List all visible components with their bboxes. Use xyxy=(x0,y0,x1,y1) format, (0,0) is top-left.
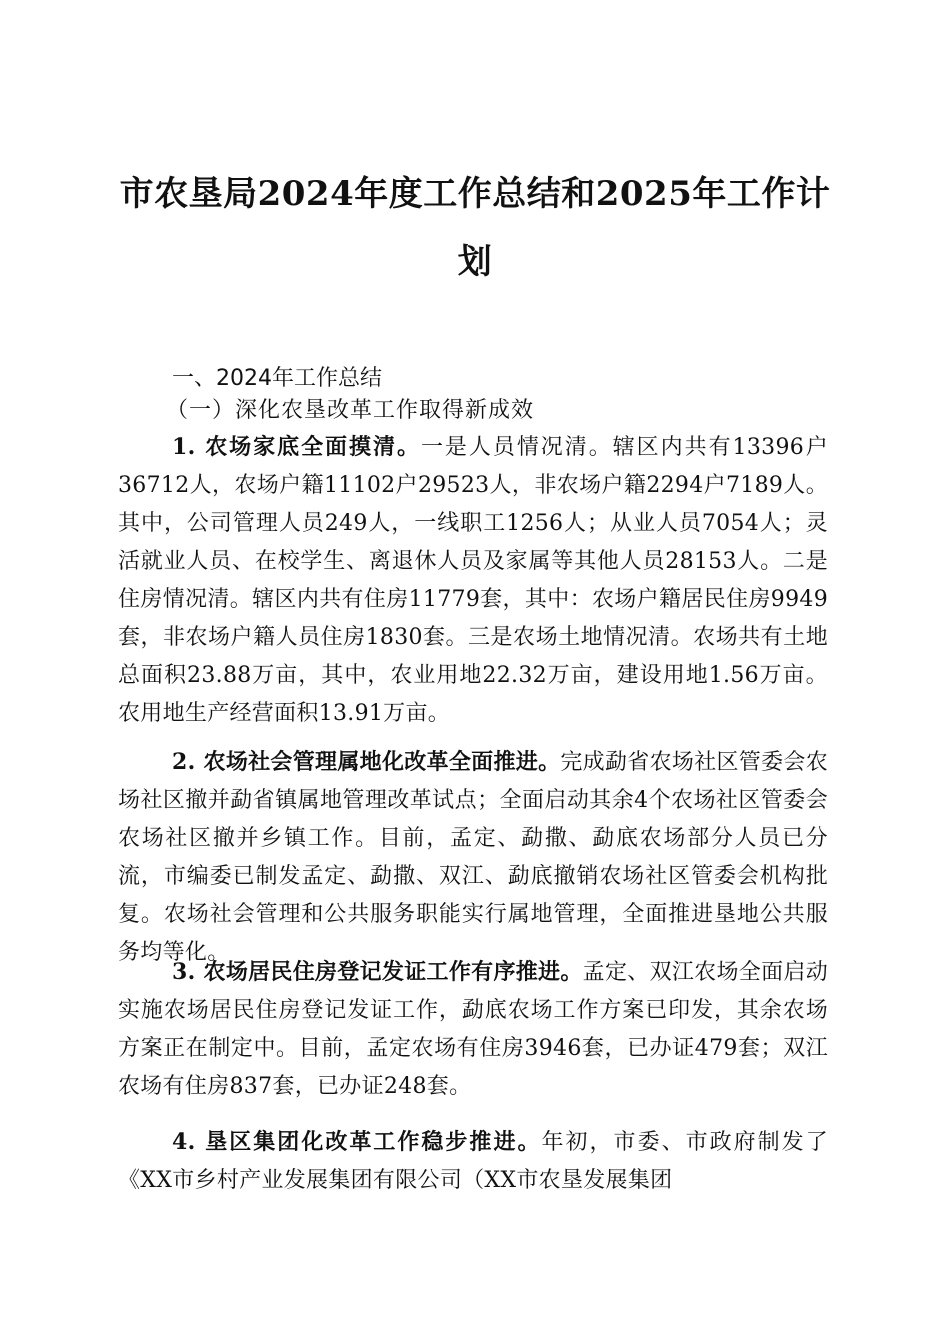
section-heading: 一、2024年工作总结 xyxy=(172,366,382,391)
paragraph-1-body: 一是人员情况清。辖区内共有13396户36712人，农场户籍11102户29523人，非农场户籍2294户7189人。其中，公司管理人员249人，一线职工1256人；从业人员7054人；灵活就业人员、在校学生、离退休人员及家属等其他人员28153人。二是住房情况清。辖区内共有住房11779套，其中：农场户籍居民住房9949套，非农场户籍人员住房1830套。三是农场土地情况清。农场共有土地总面积23.88万亩，其中，农业用地22.32万亩，建设用地1.56万亩。农用地生产经营面积13.91万亩。 xyxy=(118,435,829,726)
paragraph-3-lead: 3. 农场居民住房登记发证工作有序推进。 xyxy=(172,959,583,985)
paragraph-2-body: 完成勐省农场社区管委会农场社区撤并勐省镇属地管理改革试点；全面启动其余4个农场社区管委会农场社区撤并乡镇工作。目前，孟定、勐撒、勐底农场部分人员已分流，市编委已制发孟定、勐撒、双江、勐底撤销农场社区管委会机构批复。农场社会管理和公共服务职能实行属地管理，全面推进垦地公共服务均等化。 xyxy=(118,750,829,965)
subsection-heading: （一）深化农垦改革工作取得新成效 xyxy=(166,398,535,423)
document-title-line-2: 划 xyxy=(457,242,493,282)
document-title-line-1: 市农垦局2024年度工作总结和2025年工作计 xyxy=(119,174,831,214)
paragraph-1-lead: 1. 农场家底全面摸清。 xyxy=(172,434,421,460)
paragraph-3 xyxy=(118,953,828,1106)
paragraph-2 xyxy=(118,743,828,972)
paragraph-3-body: 孟定、双江农场全面启动实施农场居民住房登记发证工作，勐底农场工作方案已印发，其余农场方案正在制定中。目前，孟定农场有住房3946套，已办证479套；双江农场有住房837套，已办证248套。 xyxy=(118,960,828,1099)
paragraph-1 xyxy=(118,428,828,733)
paragraph-4-lead: 4. 垦区集团化改革工作稳步推进。 xyxy=(172,1129,542,1155)
paragraph-2-lead: 2. 农场社会管理属地化改革全面推进。 xyxy=(172,749,561,775)
paragraph-4 xyxy=(118,1123,828,1199)
paragraph-4-body: 年初，市委、市政府制发了《XX市乡村产业发展集团有限公司（XX市农垦发展集团 xyxy=(118,1130,828,1193)
